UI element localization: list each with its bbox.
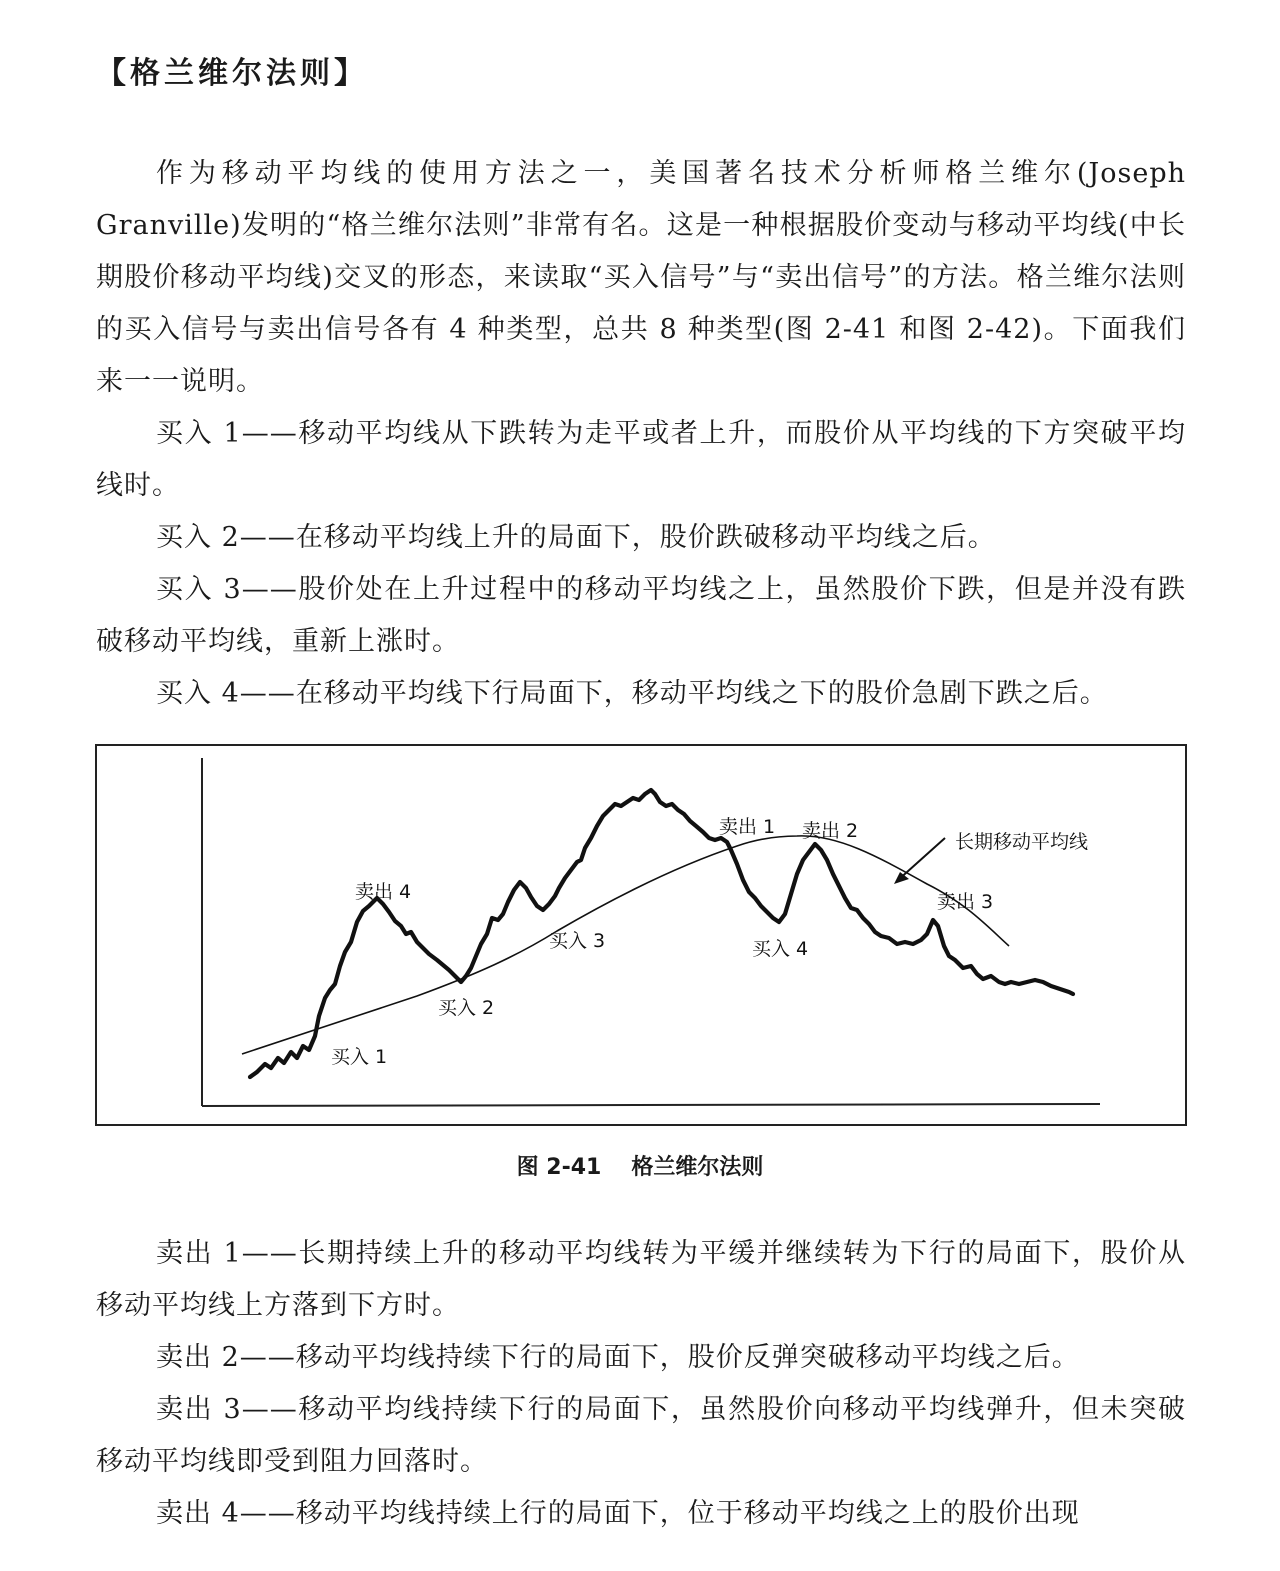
caption-number: 图 2-41 xyxy=(516,1155,602,1180)
intro-paragraph: 作为移动平均线的使用方法之一，美国著名技术分析师格兰维尔(Joseph Granville)发明的“格兰维尔法则”非常有名。这是一种根据股价变动与移动平均线(中长期股价移动平均线)交叉的形态，来读取“买入信号”与“卖出信号”的方法。格兰维尔法则的买入信号与卖出信号各有 4 种类型，总共 8 种类型(图 2-41 和图 2-42)。下面我们来一一说明。 xyxy=(96,158,1186,397)
label-sell-4: 卖出 4 xyxy=(355,881,412,903)
label-buy-2: 买入 2 xyxy=(438,997,495,1019)
moving-average-line xyxy=(242,836,1009,1054)
label-moving-average: 长期移动平均线 xyxy=(955,831,1089,853)
caption-title: 格兰维尔法则 xyxy=(631,1155,764,1180)
ma-label-arrow xyxy=(897,838,945,881)
label-buy-3: 买入 3 xyxy=(549,930,606,952)
ma-label-arrowhead xyxy=(894,872,909,884)
buy-rule-3: 买入 3——股价处在上升过程中的移动平均线之上，虽然股价下跌，但是并没有跌破移动平均线，重新上涨时。 xyxy=(96,574,1186,657)
label-sell-2: 卖出 2 xyxy=(802,820,859,842)
figure-caption xyxy=(0,1150,1280,1181)
sell-rule-3: 卖出 3——移动平均线持续下行的局面下，虽然股价向移动平均线弹升，但未突破移动平均线即受到阻力回落时。 xyxy=(96,1394,1186,1477)
sell-rule-4: 卖出 4——移动平均线持续上行的局面下，位于移动平均线之上的股价出现 xyxy=(156,1498,1080,1529)
buy-rule-2: 买入 2——在移动平均线上升的局面下，股价跌破移动平均线之后。 xyxy=(156,522,996,553)
buy-rule-1: 买入 1——移动平均线从下跌转为走平或者上升，而股价从平均线的下方突破平均线时。 xyxy=(96,418,1186,501)
sell-rules-block xyxy=(96,1228,1186,1540)
section-title: 【格兰维尔法则】 xyxy=(96,56,368,91)
sell-rule-2: 卖出 2——移动平均线持续下行的局面下，股价反弹突破移动平均线之后。 xyxy=(156,1342,1080,1373)
granville-figure xyxy=(95,744,1187,1126)
granville-diagram xyxy=(97,746,1185,1124)
x-axis xyxy=(202,1104,1100,1106)
label-buy-4: 买入 4 xyxy=(752,938,809,960)
label-buy-1: 买入 1 xyxy=(331,1046,388,1068)
stock-price-line xyxy=(250,790,1073,1077)
sell-rule-1: 卖出 1——长期持续上升的移动平均线转为平缓并继续转为下行的局面下，股价从移动平均线上方落到下方时。 xyxy=(96,1238,1186,1321)
label-sell-1: 卖出 1 xyxy=(719,816,776,838)
intro-text-block xyxy=(96,148,1186,720)
label-sell-3: 卖出 3 xyxy=(937,891,994,913)
buy-rule-4: 买入 4——在移动平均线下行局面下，移动平均线之下的股价急剧下跌之后。 xyxy=(156,678,1108,709)
